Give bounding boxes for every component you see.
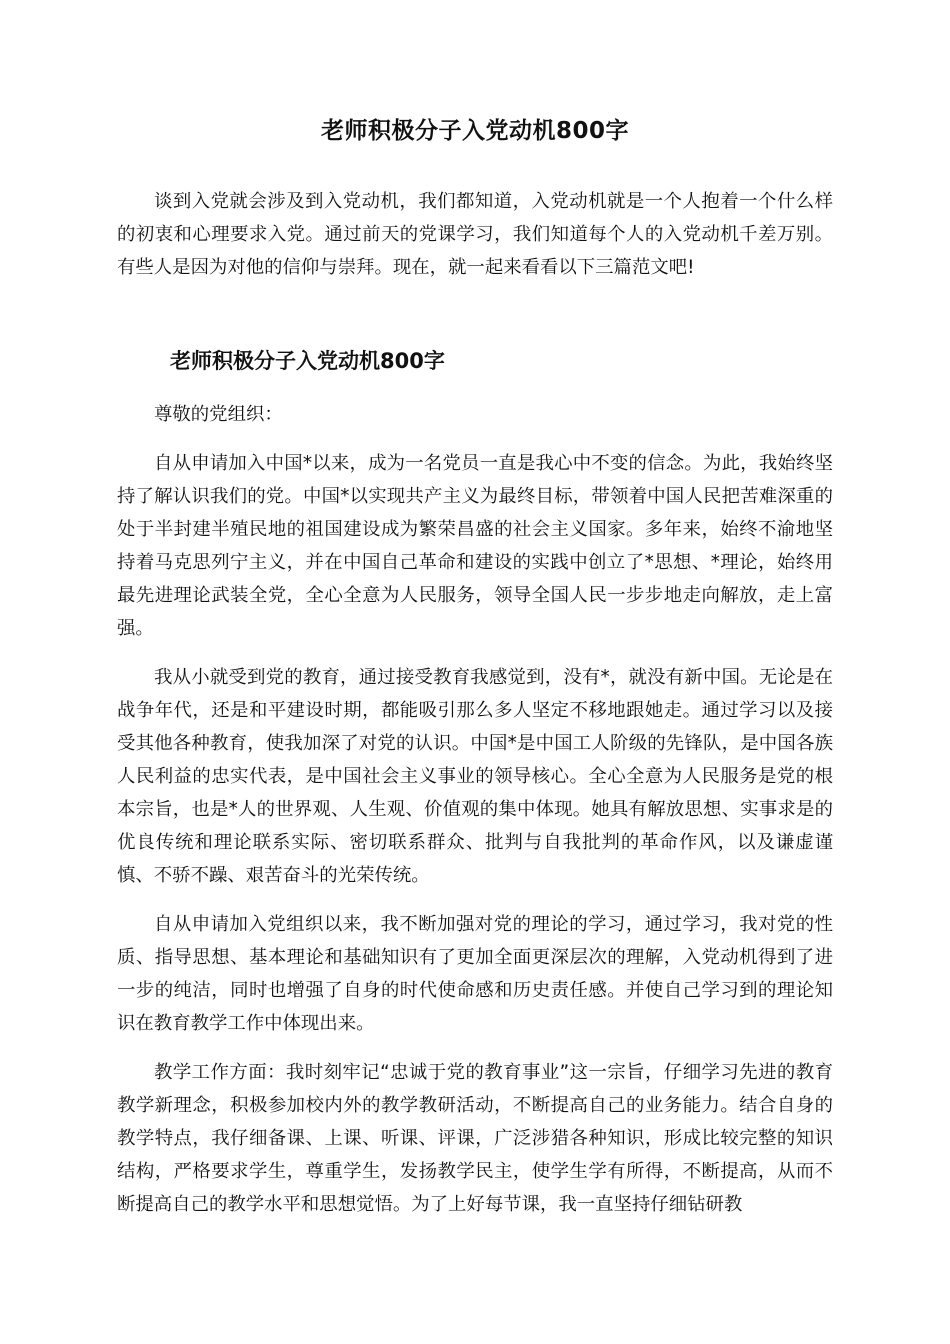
- body-paragraph: 我从小就受到党的教育，通过接受教育我感觉到，没有*，就没有新中国。无论是在战争年代，还是和平建设时期，都能吸引那么多人坚定不移地跟她走。通过学习以及接受其他各种教育，使我加深了对党的认识。中国*是中国工人阶级的先锋队，是中国各族人民利益的忠实代表，是中国社会主义事业的领导核心。全心全意为人民服务是党的根本宗旨，也是*人的世界观、人生观、价值观的集中体现。她具有解放思想、实事求是的优良传统和理论联系实际、密切联系群众、批判与自我批判的革命作风，以及谦虚谨慎、不骄不躁、艰苦奋斗的光荣传统。: [117, 667, 833, 886]
- body-paragraph: 自从申请加入中国*以来，成为一名党员一直是我心中不变的信念。为此，我始终坚持了解认识我们的党。中国*以实现共产主义为最终目标，带领着中国人民把苦难深重的处于半封建半殖民地的祖国建设成为繁荣昌盛的社会主义国家。多年来，始终不渝地坚持着马克思列宁主义，并在中国自己革命和建设的实践中创立了*思想、*理论，始终用最先进理论武装全党，全心全意为人民服务，领导全国人民一步步地走向解放，走上富强。: [117, 453, 833, 639]
- document-title: 老师积极分子入党动机800字: [320, 118, 629, 144]
- letter-body: [117, 398, 833, 1237]
- body-paragraph: 自从申请加入党组织以来，我不断加强对党的理论的学习，通过学习，我对党的性质、指导思想、基本理论和基础知识有了更加全面更深层次的理解，入党动机得到了进一步的纯洁，同时也增强了自身的时代使命感和历史责任感。并使自己学习到的理论知识在教育教学工作中体现出来。: [117, 914, 833, 1034]
- body-paragraph: 教学工作方面：我时刻牢记“忠诚于党的教育事业”这一宗旨，仔细学习先进的教育教学新理念，积极参加校内外的教学教研活动，不断提高自己的业务能力。结合自身的教学特点，我仔细备课、上课、听课、评课，广泛涉猎各种知识，形成比较完整的知识结构，严格要求学生，尊重学生，发扬教学民主，使学生学有所得，不断提高，从而不断提高自己的教学水平和思想觉悟。为了上好每节课，我一直坚持仔细钻研教: [117, 1062, 833, 1215]
- section-title: 老师积极分子入党动机800字: [170, 349, 445, 373]
- intro-paragraph: 谈到入党就会涉及到入党动机，我们都知道，入党动机就是一个人抱着一个什么样的初衷和心理要求入党。通过前天的党课学习，我们知道每个人的入党动机千差万别。有些人是因为对他的信仰与崇拜。现在，就一起来看看以下三篇范文吧!: [117, 191, 833, 278]
- salutation: 尊敬的党组织：: [154, 404, 283, 425]
